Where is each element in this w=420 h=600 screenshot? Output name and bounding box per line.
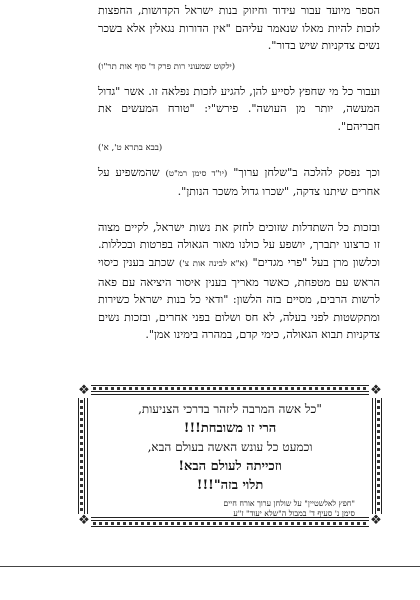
bottom-rule [0,566,420,567]
paragraph-1 [98,2,380,55]
quote-line-5: תלוי בזה"!!! [196,478,264,493]
paragraph-3-text-before: וכך נפסק להלכה ב"שלחן ערוך" [233,165,381,179]
paragraph-2-source: (בבא בתרא ט', א') [98,142,163,153]
corner-ornament-icon: ❖ [370,383,382,398]
paragraph-1-source: (ילקוט שמעוני רות פרק ד' סוף אות תר"ו) [98,61,236,72]
corner-ornament-icon: ❖ [78,383,90,398]
paragraph-2 [98,83,380,136]
paragraph-3-inline-source: (יו"ד סימן רמ"ט) [165,168,228,179]
paragraph-3 [98,164,380,201]
main-text-column [98,2,380,350]
paragraph-2-text: ועבור כל מי שחפץ לסייע להן, להגיע לזכות נפלאה זו. אשר "גדול המעשה, יותר מן העושה". פירש"י: "טורח המעשים את חבריהם". [98,84,380,133]
quote-line-1: "כל אשה המרבה ליזהר בדרכי הצניעות, [138,402,322,416]
paragraph-4 [98,219,380,344]
quote-frame [78,385,382,527]
paragraph-3-text-after: שהמשפיע על אחרים שיתנו צדקה, "שכרו גדול משכר הנותן". [98,165,380,199]
quote-source [101,499,359,519]
quote-source-line-1: "חפץ לאלשטיין" על שולחן ערוך אורח חיים [223,499,355,508]
paragraph-1-text: הספר מיועד עבור עידוד וחיזוק בנות ישראל הקדושות, החפצות לזכות להיות מאלו שנאמר עליהם "אין הדורות נגאלין אלא בשכר נשים צדקניות שיש בדור". [98,4,380,53]
quote-line-3: וכמעט כל עונש האשה בעולם הבא, [147,440,313,454]
quote-line-4: וזכייתה לעולם הבא! [178,459,282,474]
paragraph-4-text-after: שכתב בענין כיסוי הראש עם מטפחת, כאשר מאריך בענין איסור היציאה עם פאה לרשות הרבים, מסיים בזה הלשון: "ודאי כל בנות ישראל כשירות ומתקשטות לפני בעלה, לא חס ושלום בפני אחרים, ובזכות נשים צדקניות תבוא הגאולה, כימי קדם, במהרה בימינו אמן". [98,255,380,342]
corner-ornament-icon: ❖ [370,513,382,528]
paragraph-4-text-before: ובזכות כל השתדלות שזוכים לחזק את נשות ישראל, לקיים מצוה זו כרצונו יתברך, יושפע על כולנו מאור הגאולה בפרטות ובכללות. וכלשון מרן בעל "פרי מגדים" [98,220,380,269]
quote-line-2: הרי זו משובחת!!! [183,421,277,436]
quote-text [101,400,359,519]
corner-ornament-icon: ❖ [78,513,90,528]
quote-source-line-2: סימן נ' סעיף ד' במבול ה"שלא יעוד" ז"ע [233,509,355,518]
paragraph-4-inline-source: (א"א לבינה אות צ') [178,258,248,269]
